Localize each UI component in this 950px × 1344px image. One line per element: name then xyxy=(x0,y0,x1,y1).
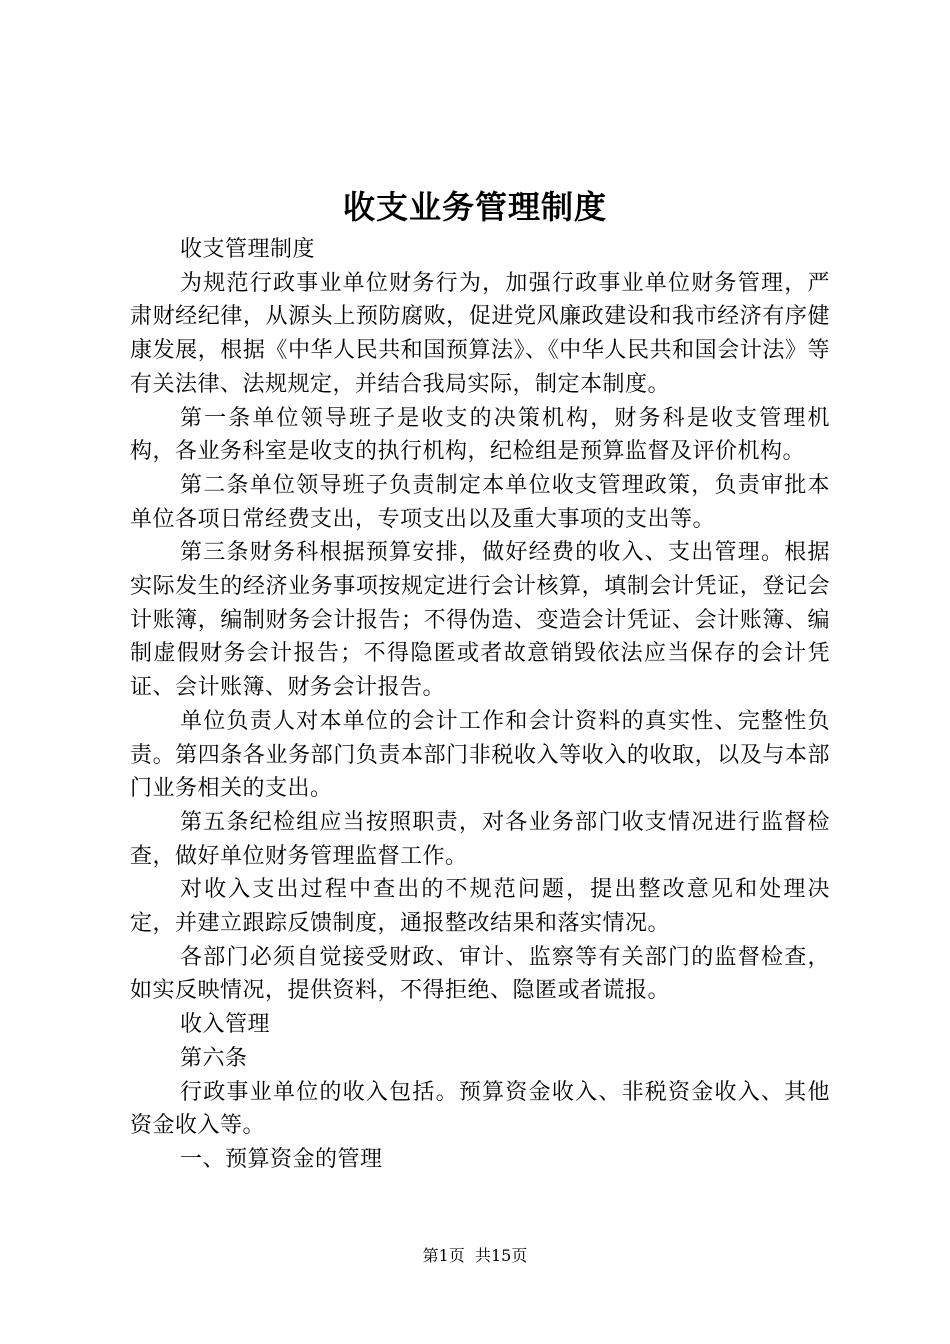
paragraph-article-6-heading: 第六条 xyxy=(180,1045,248,1071)
paragraph-budget-heading: 一、预算资金的管理 xyxy=(180,1146,383,1172)
paragraph-article-1: 第一条单位领导班子是收支的决策机构，财务科是收支管理机构，各业务科室是收支的执行机构，纪检组是预算监督及评价机构。 xyxy=(130,405,830,465)
paragraph-article-6: 行政事业单位的收入包括。预算资金收入、非税资金收入、其他资金收入等。 xyxy=(130,1079,830,1139)
page-footer xyxy=(0,1243,950,1266)
document-body xyxy=(130,233,830,1177)
total-pages: 共15页 xyxy=(474,1246,528,1265)
paragraph-section-heading: 收支管理制度 xyxy=(180,237,316,262)
paragraph-article-5: 第五条纪检组应当按照职责，对各业务部门收支情况进行监督检查，做好单位财务管理监督工作。 xyxy=(130,809,830,869)
document-title: 收支业务管理制度 xyxy=(342,188,607,226)
paragraph-article-3: 第三条财务科根据预算安排，做好经费的收入、支出管理。根据实际发生的经济业务事项按规定进行会计核算，填制会计凭证，登记会计账簿，编制财务会计报告；不得伪造、变造会计凭证、会计账簿、编制虚假财务会计报告；不得隐匿或者故意销毁依法应当保存的会计凭证、会计账簿、财务会计报告。 xyxy=(130,540,830,701)
paragraph-article-2: 第二条单位领导班子负责制定本单位收支管理政策，负责审批本单位各项日常经费支出，专项支出以及重大事项的支出等。 xyxy=(130,472,830,532)
paragraph-article-4: 单位负责人对本单位的会计工作和会计资料的真实性、完整性负责。第四条各业务部门负责本部门非税收入等收入的收取，以及与本部门业务相关的支出。 xyxy=(130,708,830,802)
paragraph-intro: 为规范行政事业单位财务行为，加强行政事业单位财务管理，严肃财经纪律，从源头上预防腐败，促进党风廉政建设和我市经济有序健康发展，根据《中华人民共和国预算法》、《中华人民共和国会计法》等有关法律、法规规定，并结合我局实际，制定本制度。 xyxy=(130,270,830,397)
paragraph-rectification: 对收入支出过程中查出的不规范问题，提出整改意见和处理决定，并建立跟踪反馈制度，通报整改结果和落实情况。 xyxy=(130,877,830,937)
page-number: 第1页 xyxy=(422,1246,465,1265)
paragraph-supervision: 各部门必须自觉接受财政、审计、监察等有关部门的监督检查，如实反映情况，提供资料，不得拒绝、隐匿或者谎报。 xyxy=(130,944,830,1004)
paragraph-income-heading: 收入管理 xyxy=(180,1012,271,1038)
